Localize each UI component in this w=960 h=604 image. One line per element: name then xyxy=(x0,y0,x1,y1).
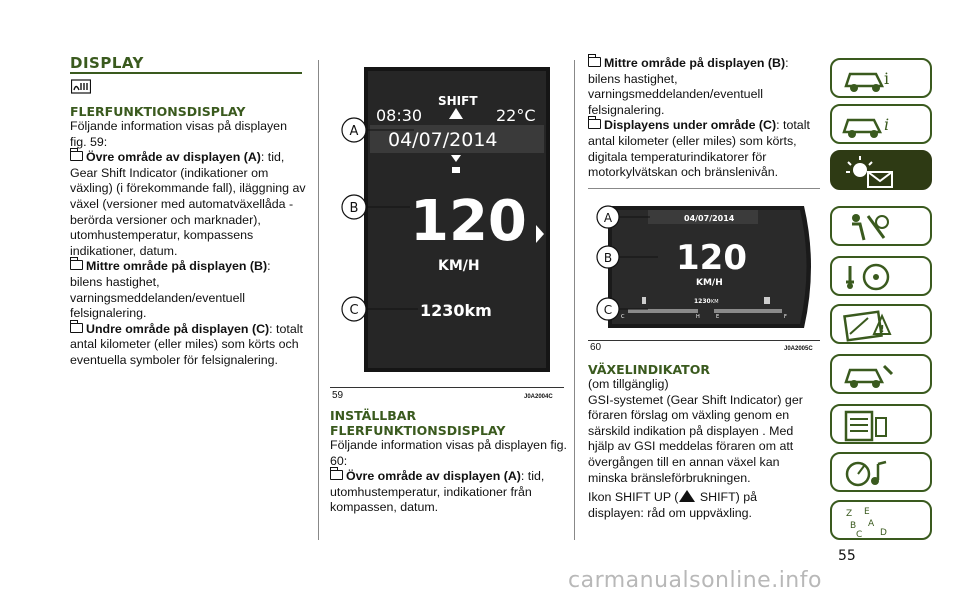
figure-60 xyxy=(588,196,820,336)
page-number: 55 xyxy=(838,548,856,564)
gear-indicator-block xyxy=(452,167,460,173)
instrument-display-illustration xyxy=(330,55,564,400)
fig59-time: 08:30 xyxy=(376,106,423,125)
section-title: DISPLAY xyxy=(70,54,144,72)
gauge-h: H xyxy=(696,314,700,320)
right-gsi-text: GSI-systemet (Gear Shift Indicator) ger föraren förslag om växling genom en särskild indikation på displayen . Med hjälp av GSI meddelas föraren om att övergången till en annan växel kan minska bränsleförbrukningen. xyxy=(588,392,803,485)
fuel-pump-icon xyxy=(764,297,770,304)
fig60-date: 04/07/2014 xyxy=(684,214,735,223)
tab-multimedia[interactable] xyxy=(830,452,932,492)
coolant-icon xyxy=(642,297,646,304)
multimedia-icon xyxy=(838,456,898,490)
tab-warning-lights[interactable] xyxy=(830,150,932,190)
tab-car-warning[interactable] xyxy=(830,104,932,144)
maintenance-icon xyxy=(838,358,898,392)
svg-text:!: ! xyxy=(880,324,885,335)
left-intro: Följande information visas på displayen fig. 59: xyxy=(70,119,287,149)
gauge-f: F xyxy=(784,314,787,320)
fuel-gauge-bar xyxy=(714,309,782,313)
tab-driving[interactable] xyxy=(830,256,932,296)
emergency-icon xyxy=(838,308,898,342)
fig59-odo: 1230km xyxy=(420,301,492,320)
tab-safety[interactable] xyxy=(830,206,932,246)
fig59-temp: 22°C xyxy=(496,106,536,125)
fig59-number: 59 xyxy=(332,390,344,401)
fig60-speed: 120 xyxy=(676,238,747,278)
fig59-unit: KM/H xyxy=(438,258,480,274)
fig59-date: 04/07/2014 xyxy=(388,129,498,151)
fig60-odo: 1230 xyxy=(694,298,711,305)
driving-icon xyxy=(838,260,898,294)
shift-up-icon xyxy=(678,489,696,503)
tab-car-info[interactable] xyxy=(830,58,932,98)
safety-icon xyxy=(838,210,898,244)
middle-heading-1: INSTÄLLBAR xyxy=(330,408,417,423)
fig59-shift-label: SHIFT xyxy=(438,94,478,108)
svg-text:E: E xyxy=(864,507,870,517)
svg-text:D: D xyxy=(880,528,887,538)
bookmark-icon xyxy=(588,57,601,67)
right-heading: VÄXELINDIKATOR xyxy=(588,362,710,377)
section-rule xyxy=(70,72,302,74)
bookmark-icon xyxy=(70,260,83,270)
svg-text:C: C xyxy=(856,530,863,538)
bookmark-icon xyxy=(70,323,83,333)
svg-text:i: i xyxy=(884,115,890,134)
column-divider xyxy=(318,60,319,540)
bookmark-icon xyxy=(70,151,83,161)
svg-text:A: A xyxy=(868,519,875,529)
left-heading: FLERFUNKTIONSDISPLAY xyxy=(70,104,246,119)
left-column xyxy=(70,104,306,369)
fig60-code: J0A2005C xyxy=(784,346,813,352)
column-divider-2 xyxy=(574,60,575,540)
callout-b: B xyxy=(349,201,359,216)
right-shift-up-line2: displayen: råd om uppväxling. xyxy=(588,505,752,520)
reconfigurable-display-illustration xyxy=(588,196,820,336)
car-info-icon xyxy=(838,62,898,96)
right-item-b: Mittre område på displayen (B): bilens hastighet, varningsmeddelanden/eventuell felsignalering. xyxy=(588,56,789,117)
fig60-top-rule xyxy=(588,188,820,189)
warning-lights-icon xyxy=(838,154,898,188)
fig60-caption-rule xyxy=(588,340,820,341)
svg-text:i: i xyxy=(884,69,890,88)
fig59-speed: 120 xyxy=(410,189,527,254)
gauge-e: E xyxy=(716,314,720,320)
fig59-code: J0A2004C xyxy=(524,394,553,400)
svg-text:B: B xyxy=(850,521,857,531)
tab-specs[interactable] xyxy=(830,404,932,444)
specs-icon xyxy=(838,408,898,442)
fig60-number: 60 xyxy=(590,342,602,353)
left-item-b: Mittre område på displayen (B): bilens hastighet, varningsmeddelanden/eventuell felsignalering. xyxy=(70,259,271,321)
watermark: carmanualsonline.info xyxy=(568,568,822,593)
figure-59 xyxy=(330,55,564,400)
display-symbol-icon xyxy=(71,79,91,94)
callout-c: C xyxy=(349,303,359,318)
tab-index[interactable] xyxy=(830,500,932,540)
svg-text:Z: Z xyxy=(846,509,853,519)
fig60-callout-a: A xyxy=(603,211,613,225)
right-shift-up: Ikon SHIFT UP ( SHIFT) på xyxy=(588,490,758,505)
middle-intro: Följande information visas på displayen fig. 60: xyxy=(330,438,567,468)
bookmark-icon xyxy=(588,119,601,129)
car-warning-icon xyxy=(838,108,898,142)
left-item-a: Övre område av displayen (A): tid, Gear Shift Indicator (indikationer om växling) (i förekommande fall), iläggning av växel (versioner med automatväxellåda - berörda versioner och marknader), utomhustemperatur, kompassens indikationer, datum. xyxy=(70,150,306,258)
tab-maintenance[interactable] xyxy=(830,354,932,394)
fig60-odo-unit: KM xyxy=(711,299,719,305)
middle-column xyxy=(330,408,570,516)
fig60-callout-c: C xyxy=(603,303,613,317)
tab-emergency[interactable] xyxy=(830,304,932,344)
right-column-top xyxy=(588,56,820,181)
left-item-c: Undre område på displayen (C): totalt antal kilometer (eller miles) som körts och eventuella symboler för felsignalering. xyxy=(70,321,303,367)
fig60-unit: KM/H xyxy=(696,278,723,288)
gauge-c: C xyxy=(621,314,625,320)
bookmark-icon xyxy=(330,470,343,480)
fig60-callout-b: B xyxy=(603,251,613,265)
temp-gauge-bar xyxy=(628,309,698,313)
middle-item-a: Övre område av displayen (A): tid, utomhustemperatur, indikationer från kompassen, datum. xyxy=(330,469,545,515)
fig59-caption-rule xyxy=(330,387,564,388)
middle-heading-2: FLERFUNKTIONSDISPLAY xyxy=(330,423,506,438)
right-item-c: Displayens under område (C): totalt antal kilometer (eller miles) som körts, digitala temperaturindikatorer för motorkylvätskan och bränslenivån. xyxy=(588,118,810,180)
callout-a: A xyxy=(349,124,359,139)
right-column-bottom xyxy=(588,362,820,521)
index-icon xyxy=(838,504,898,538)
right-avail: (om tillgänglig) xyxy=(588,377,669,391)
